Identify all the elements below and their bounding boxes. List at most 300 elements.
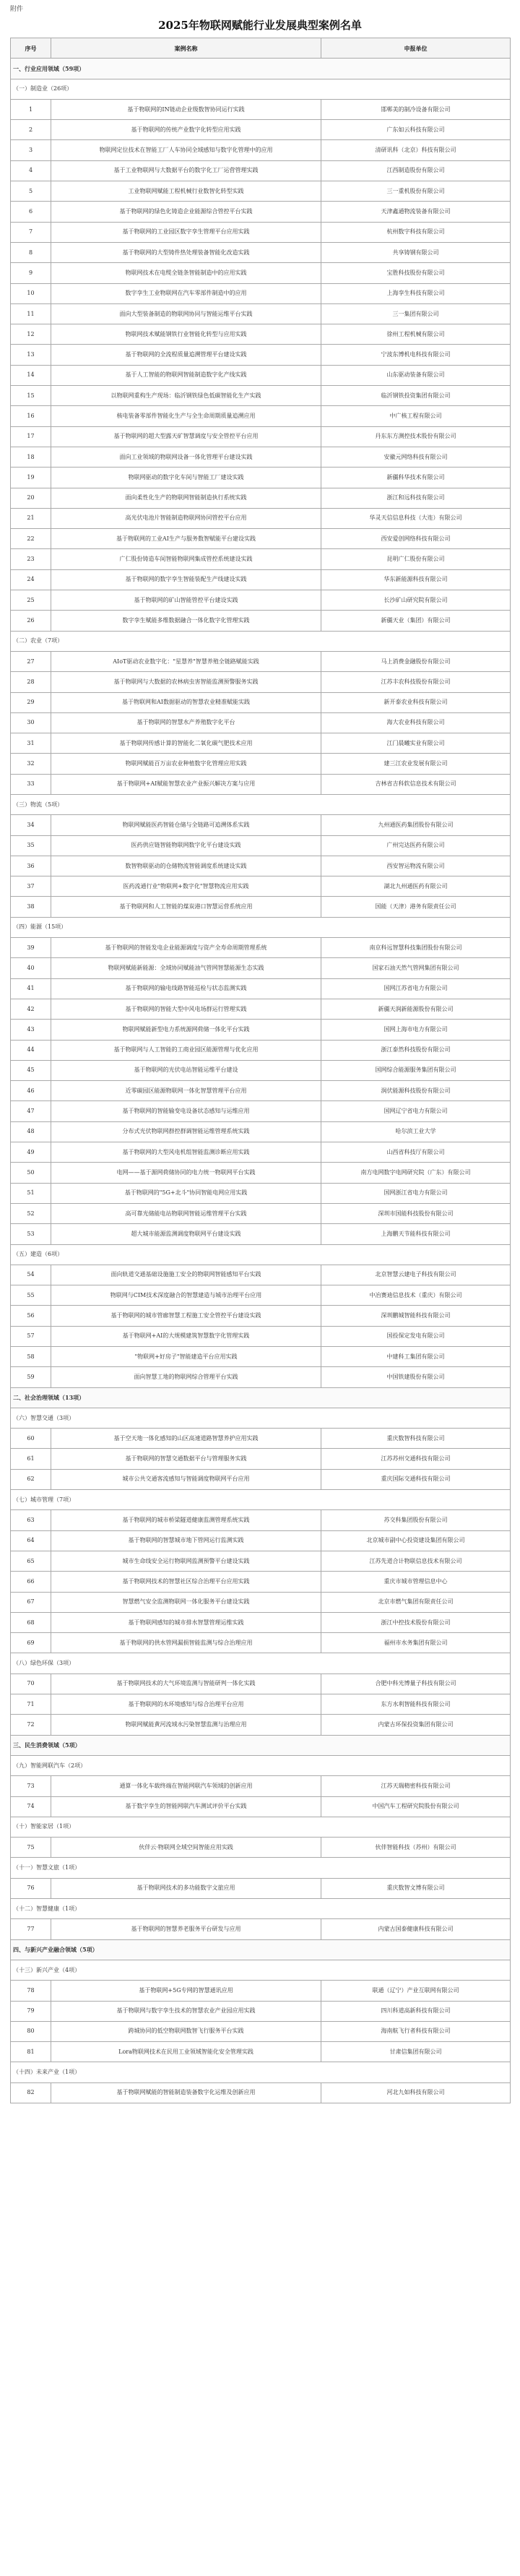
table-row — [11, 1715, 511, 1735]
table-row — [11, 1469, 511, 1489]
case-name-cell: 基于物联网的智能发电企业能源调度与资产全寿命周期管理系统 — [51, 938, 321, 958]
applicant-cell: 华灵天信信息科技（大连）有限公司 — [321, 508, 511, 528]
case-name-cell: 基于物联网技术的多功能数字文旅应用 — [51, 1878, 321, 1898]
applicant-cell: 润伏能源科技股份有限公司 — [321, 1081, 511, 1101]
case-name-cell: "物联网+好房子"智能建造平台应用实践 — [51, 1347, 321, 1367]
serial-cell: 51 — [11, 1183, 51, 1203]
serial-cell: 76 — [11, 1878, 51, 1898]
case-name-cell: 数字孪生赋能多维数据融合一体化数字化管理实践 — [51, 611, 321, 631]
applicant-cell: 合肥中科光博量子科技有限公司 — [321, 1673, 511, 1694]
serial-cell: 54 — [11, 1265, 51, 1285]
applicant-cell: 国网辽宁省电力有限公司 — [321, 1101, 511, 1121]
serial-cell: 69 — [11, 1633, 51, 1653]
case-name-cell: 物联网定位技术在智能工厂人车协同全域感知与数字化管理中的应用 — [51, 140, 321, 160]
applicant-cell: 山东驱动装备有限公司 — [321, 365, 511, 385]
table-row — [11, 1081, 511, 1101]
category-row — [11, 1735, 511, 1755]
case-name-cell: 基于人工智能的物联网智能制造数字化产线实践 — [51, 365, 321, 385]
table-row — [11, 386, 511, 406]
category-label: 一、行业应用领域（59项） — [11, 59, 511, 79]
table-row — [11, 999, 511, 1019]
serial-cell: 73 — [11, 1776, 51, 1796]
serial-cell: 30 — [11, 712, 51, 733]
case-name-cell: Lora物联网技术在民用工业领域智能化安全管理实践 — [51, 2042, 321, 2062]
serial-cell: 72 — [11, 1715, 51, 1735]
serial-cell: 5 — [11, 181, 51, 202]
table-row — [11, 590, 511, 611]
serial-cell: 25 — [11, 590, 51, 611]
case-list-table — [10, 38, 511, 2103]
applicant-cell: 东方水利智能科技有限公司 — [321, 1694, 511, 1715]
applicant-cell: 三一集团有限公司 — [321, 303, 511, 324]
subcategory-row — [11, 794, 511, 814]
case-name-cell: 伙伴云·物联网全域空间智能应用实践 — [51, 1838, 321, 1858]
case-name-cell: 基于物联网的传统产业数字化转型应用实践 — [51, 120, 321, 140]
table-row — [11, 2001, 511, 2021]
table-row — [11, 978, 511, 999]
serial-cell: 27 — [11, 651, 51, 671]
serial-cell: 48 — [11, 1121, 51, 1142]
table-row — [11, 569, 511, 590]
case-name-cell: 物联网赋能百万亩农业种植数字化管理应用实践 — [51, 754, 321, 774]
case-name-cell: 基于物联网的绿色化铸造企业能源综合管控平台实践 — [51, 202, 321, 222]
case-name-cell: 物联网赋能黄河流域水污染智慧监测与治理应用 — [51, 1715, 321, 1735]
case-name-cell: AIoT驱动农业数字化："星慧养"智慧养殖全链路赋能实践 — [51, 651, 321, 671]
serial-cell: 28 — [11, 672, 51, 692]
subcategory-label: （五）建造（6项） — [11, 1244, 511, 1265]
serial-cell: 78 — [11, 1981, 51, 2001]
table-row — [11, 958, 511, 978]
table-row — [11, 1694, 511, 1715]
table-row — [11, 1060, 511, 1080]
subcategory-label: （十三）新兴产业（4项） — [11, 1960, 511, 1980]
table-row — [11, 2042, 511, 2062]
serial-cell: 70 — [11, 1673, 51, 1694]
applicant-cell: 四川科道高新科技有限公司 — [321, 2001, 511, 2021]
serial-cell: 65 — [11, 1551, 51, 1571]
subcategory-label: （一）制造业（26项） — [11, 79, 511, 99]
serial-cell: 71 — [11, 1694, 51, 1715]
applicant-cell: 临沂钢铁投资集团有限公司 — [321, 386, 511, 406]
applicant-cell: 重庆数智科技有限公司 — [321, 1429, 511, 1449]
applicant-cell: 内蒙古环保投资集团有限公司 — [321, 1715, 511, 1735]
table-row — [11, 1551, 511, 1571]
applicant-cell: 建三江农业发展有限公司 — [321, 754, 511, 774]
applicant-cell: 伙伴智能科技（苏州）有限公司 — [321, 1838, 511, 1858]
table-row — [11, 672, 511, 692]
serial-cell: 19 — [11, 468, 51, 488]
table-row — [11, 1673, 511, 1694]
applicant-cell: 国网上海市电力有限公司 — [321, 1020, 511, 1040]
table-row — [11, 1306, 511, 1326]
applicant-cell: 西安爱创网络科技有限公司 — [321, 529, 511, 549]
subcategory-row — [11, 1408, 511, 1428]
case-name-cell: 基于物联网+5G专网的智慧通讯应用 — [51, 1981, 321, 2001]
table-row — [11, 1612, 511, 1632]
serial-cell: 17 — [11, 426, 51, 447]
header-case-name: 案例名称 — [51, 38, 321, 59]
applicant-cell: 新疆天业（集团）有限公司 — [321, 611, 511, 631]
table-row — [11, 324, 511, 345]
subcategory-label: （六）智慧交通（3项） — [11, 1408, 511, 1428]
case-name-cell: 基于物联网的智能大型中风电场群运行管理实践 — [51, 999, 321, 1019]
table-row — [11, 897, 511, 917]
serial-cell: 47 — [11, 1101, 51, 1121]
serial-cell: 34 — [11, 815, 51, 835]
applicant-cell: 国网综合能源服务集团有限公司 — [321, 1060, 511, 1080]
applicant-cell: 天津鑫通物流装备有限公司 — [321, 202, 511, 222]
table-row — [11, 2021, 511, 2041]
case-name-cell: 基于物联网的智慧交通数据平台与管理服务实践 — [51, 1449, 321, 1469]
table-row — [11, 1592, 511, 1612]
applicant-cell: 国网江苏省电力有限公司 — [321, 978, 511, 999]
serial-cell: 20 — [11, 488, 51, 508]
case-name-cell: 城市生命线安全运行物联网监测预警平台建设实践 — [51, 1551, 321, 1571]
table-row — [11, 1142, 511, 1163]
applicant-cell: 九州通医药集团股份有限公司 — [321, 815, 511, 835]
applicant-cell: 江门晨曦实业有限公司 — [321, 733, 511, 754]
serial-cell: 46 — [11, 1081, 51, 1101]
applicant-cell: 宁波东博机电科技有限公司 — [321, 345, 511, 365]
serial-cell: 82 — [11, 2082, 51, 2103]
table-row — [11, 774, 511, 794]
applicant-cell: 重庆数智文博有限公司 — [321, 1878, 511, 1898]
category-label: 二、社会治理领域（13项） — [11, 1387, 511, 1408]
serial-cell: 4 — [11, 160, 51, 181]
serial-cell: 44 — [11, 1040, 51, 1060]
case-name-cell: 基于物联网的光伏电站智能运维平台建设 — [51, 1060, 321, 1080]
applicant-cell: 国能（天津）港务有限责任公司 — [321, 897, 511, 917]
serial-cell: 77 — [11, 1919, 51, 1939]
case-name-cell: 以物联网重构生产现场：临沂钢铁绿色低碳智能化生产实践 — [51, 386, 321, 406]
applicant-cell: 哈尔滨工业大学 — [321, 1121, 511, 1142]
case-name-cell: 物联网赋能医药智能仓储与全链路可追溯体系实践 — [51, 815, 321, 835]
case-name-cell: 基于物联网+AI的大规模建筑智慧数字化管理实践 — [51, 1326, 321, 1346]
table-row — [11, 1367, 511, 1387]
applicant-cell: 国投保定发电有限公司 — [321, 1326, 511, 1346]
serial-cell: 32 — [11, 754, 51, 774]
serial-cell: 81 — [11, 2042, 51, 2062]
applicant-cell: 中国铁建股份有限公司 — [321, 1367, 511, 1387]
case-name-cell: 工业物联网赋能工程机械行业数智化转型实践 — [51, 181, 321, 202]
case-name-cell: 电网——基于源网荷储协同的电力统一物联网平台实践 — [51, 1163, 321, 1183]
subcategory-row — [11, 1490, 511, 1510]
serial-cell: 75 — [11, 1838, 51, 1858]
case-name-cell: 面向大型装备制造的物联网协同与智能运维平台实践 — [51, 303, 321, 324]
subcategory-row — [11, 1755, 511, 1775]
applicant-cell: 中广核工程有限公司 — [321, 406, 511, 426]
applicant-cell: 河北九如科技有限公司 — [321, 2082, 511, 2103]
applicant-cell: 新疆科华技术有限公司 — [321, 468, 511, 488]
subcategory-row — [11, 1817, 511, 1837]
applicant-cell: 上海鹏天节能科技有限公司 — [321, 1224, 511, 1244]
table-row — [11, 611, 511, 631]
serial-cell: 21 — [11, 508, 51, 528]
applicant-cell: 邯郸美的制冷设备有限公司 — [321, 99, 511, 119]
subcategory-row — [11, 917, 511, 937]
serial-cell: 57 — [11, 1326, 51, 1346]
table-row — [11, 222, 511, 242]
case-name-cell: 医药流通行业"物联网+数字化"智慧物流应用实践 — [51, 876, 321, 897]
serial-cell: 1 — [11, 99, 51, 119]
applicant-cell: 北京城市副中心投资建设集团有限公司 — [321, 1530, 511, 1551]
table-row — [11, 1326, 511, 1346]
table-row — [11, 1121, 511, 1142]
case-name-cell: 智慧燃气安全监测物联网一体化服务平台建设实践 — [51, 1592, 321, 1612]
category-label: 三、民生消费领域（5项） — [11, 1735, 511, 1755]
table-row — [11, 263, 511, 283]
subcategory-label: （十一）智慧文旅（1项） — [11, 1858, 511, 1878]
serial-cell: 41 — [11, 978, 51, 999]
subcategory-label: （十四）未来产业（1项） — [11, 2062, 511, 2082]
table-row — [11, 242, 511, 262]
applicant-cell: 国网浙江省电力有限公司 — [321, 1183, 511, 1203]
case-name-cell: 物联网技术赋能钢铁行业智能化转型与应用实践 — [51, 324, 321, 345]
case-name-cell: 通算一体化车载终端在智能网联汽车领域的创新应用 — [51, 1776, 321, 1796]
table-row — [11, 712, 511, 733]
table-row — [11, 1838, 511, 1858]
table-row — [11, 529, 511, 549]
applicant-cell: 昆明广仁股份有限公司 — [321, 549, 511, 569]
applicant-cell: 中国汽车工程研究院股份有限公司 — [321, 1796, 511, 1817]
case-name-cell: 物联网赋能新型电力系统源网荷储一体化平台实践 — [51, 1020, 321, 1040]
document-title: 2025年物联网赋能行业发展典型案例名单 — [158, 19, 362, 32]
serial-cell: 33 — [11, 774, 51, 794]
subcategory-row — [11, 1960, 511, 1980]
serial-cell: 52 — [11, 1203, 51, 1223]
applicant-cell: 福州市水务集团有限公司 — [321, 1633, 511, 1653]
applicant-cell: 北京市燃气集团有限责任公司 — [321, 1592, 511, 1612]
case-name-cell: 基于空天地一体化感知的山区高速道路智慧养护应用实践 — [51, 1429, 321, 1449]
table-row — [11, 426, 511, 447]
table-header-row — [11, 38, 511, 59]
applicant-cell: 国家石油天然气管网集团有限公司 — [321, 958, 511, 978]
applicant-cell: 中冶赛迪信息技术（重庆）有限公司 — [321, 1285, 511, 1306]
serial-cell: 23 — [11, 549, 51, 569]
table-row — [11, 2082, 511, 2103]
case-name-cell: 基于物联网和人工智能的煤炭港口智慧运营系统应用 — [51, 897, 321, 917]
serial-cell: 39 — [11, 938, 51, 958]
serial-cell: 8 — [11, 242, 51, 262]
table-row — [11, 508, 511, 528]
applicant-cell: 安徽元网络科技有限公司 — [321, 447, 511, 467]
applicant-cell: 海大农业科技有限公司 — [321, 712, 511, 733]
case-name-cell: 基于物联网与人工智能的工商业园区能源管理与优化应用 — [51, 1040, 321, 1060]
table-row — [11, 1040, 511, 1060]
table-row — [11, 120, 511, 140]
case-name-cell: 基于物联网的水环境感知与综合治理平台应用 — [51, 1694, 321, 1715]
applicant-cell: 吉林省吉科软信息技术有限公司 — [321, 774, 511, 794]
applicant-cell: 海南航飞行者科技有限公司 — [321, 2021, 511, 2041]
applicant-cell: 重庆国际交通科技有限公司 — [321, 1469, 511, 1489]
serial-cell: 6 — [11, 202, 51, 222]
applicant-cell: 共享铸钢有限公司 — [321, 242, 511, 262]
subcategory-label: （十）智能家居（1项） — [11, 1817, 511, 1837]
serial-cell: 68 — [11, 1612, 51, 1632]
table-row — [11, 181, 511, 202]
applicant-cell: 江苏丰农科技股份有限公司 — [321, 672, 511, 692]
subcategory-label: （十二）智慧健康（1项） — [11, 1899, 511, 1919]
table-row — [11, 1101, 511, 1121]
applicant-cell: 西安智运物流有限公司 — [321, 856, 511, 876]
category-row — [11, 1939, 511, 1960]
subcategory-row — [11, 1858, 511, 1878]
applicant-cell: 南方电网数字电网研究院（广东）有限公司 — [321, 1163, 511, 1183]
serial-cell: 37 — [11, 876, 51, 897]
table-row — [11, 1183, 511, 1203]
case-name-cell: 物联网与CIM技术深度融合的智慧建造与城市治理平台应用 — [51, 1285, 321, 1306]
serial-cell: 10 — [11, 283, 51, 303]
serial-cell: 50 — [11, 1163, 51, 1183]
applicant-cell: 江苏天瑞精密科技有限公司 — [321, 1776, 511, 1796]
case-name-cell: 基于物联网技术的大气环境监测与智能研判一体化实践 — [51, 1673, 321, 1694]
serial-cell: 13 — [11, 345, 51, 365]
serial-cell: 35 — [11, 835, 51, 856]
applicant-cell: 浙江泰然科技股份有限公司 — [321, 1040, 511, 1060]
case-name-cell: 基于物联网+AI赋能智慧农业产业振兴解决方案与应用 — [51, 774, 321, 794]
case-name-cell: 基于物联网的矿山智能管控平台建设实践 — [51, 590, 321, 611]
table-row — [11, 733, 511, 754]
applicant-cell: 甘肃信集团有限公司 — [321, 2042, 511, 2062]
applicant-cell: 深圳鹏城智能科技有限公司 — [321, 1306, 511, 1326]
serial-cell: 42 — [11, 999, 51, 1019]
table-row — [11, 1163, 511, 1183]
serial-cell: 79 — [11, 2001, 51, 2021]
case-name-cell: 跨城协同的低空物联网数智飞行服务平台实践 — [51, 2021, 321, 2041]
serial-cell: 36 — [11, 856, 51, 876]
applicant-cell: 浙江和远科技有限公司 — [321, 488, 511, 508]
table-row — [11, 876, 511, 897]
case-name-cell: 基于物联网的工业园区数字孪生管理平台应用实践 — [51, 222, 321, 242]
serial-cell: 7 — [11, 222, 51, 242]
applicant-cell: 新疆天润新能源股份有限公司 — [321, 999, 511, 1019]
case-name-cell: 面向智慧工地的物联网综合管理平台实践 — [51, 1367, 321, 1387]
serial-cell: 16 — [11, 406, 51, 426]
serial-cell: 56 — [11, 1306, 51, 1326]
table-row — [11, 1285, 511, 1306]
applicant-cell: 清研讯科（北京）科技有限公司 — [321, 140, 511, 160]
serial-cell: 58 — [11, 1347, 51, 1367]
serial-cell: 14 — [11, 365, 51, 385]
applicant-cell: 联通（辽宁）产业互联网有限公司 — [321, 1981, 511, 2001]
table-row — [11, 1510, 511, 1530]
applicant-cell: 马上消费金融股份有限公司 — [321, 651, 511, 671]
table-row — [11, 1878, 511, 1898]
table-row — [11, 1633, 511, 1653]
header-applicant: 申报单位 — [321, 38, 511, 59]
applicant-cell: 华东新能源科技有限公司 — [321, 569, 511, 590]
applicant-cell: 山西省科技厅有限公司 — [321, 1142, 511, 1163]
subcategory-label: （八）绿色环保（3项） — [11, 1653, 511, 1673]
case-name-cell: 基于物联网与数字孪生技术的智慧农业产业园应用实践 — [51, 2001, 321, 2021]
serial-cell: 24 — [11, 569, 51, 590]
applicant-cell: 上海孪生科技有限公司 — [321, 283, 511, 303]
case-name-cell: 超大城市能源监测调度物联网平台建设实践 — [51, 1224, 321, 1244]
serial-cell: 61 — [11, 1449, 51, 1469]
applicant-cell: 杭州数字科技有限公司 — [321, 222, 511, 242]
case-name-cell: 面向工业领域的物联网设备一体化管理平台建设实践 — [51, 447, 321, 467]
case-name-cell: 物联网赋能新能源：全域协同赋能油气管网智慧能源生态实践 — [51, 958, 321, 978]
serial-cell: 66 — [11, 1572, 51, 1592]
table-row — [11, 99, 511, 119]
subcategory-row — [11, 1653, 511, 1673]
table-row — [11, 365, 511, 385]
case-name-cell: 基于物联网与大数据的农林病虫害智能监测预警服务实践 — [51, 672, 321, 692]
table-row — [11, 1449, 511, 1469]
attachment-label: 附件 — [10, 6, 24, 13]
table-row — [11, 1981, 511, 2001]
header-serial: 序号 — [11, 38, 51, 59]
table-row — [11, 1224, 511, 1244]
serial-cell: 29 — [11, 692, 51, 712]
case-name-cell: 基于物联网的数字孪生智能装配生产线建设实践 — [51, 569, 321, 590]
subcategory-row — [11, 631, 511, 651]
case-name-cell: 基于物联网的智能输变电设备状态感知与运维应用 — [51, 1101, 321, 1121]
subcategory-label: （四）能源（15项） — [11, 917, 511, 937]
case-name-cell: 分布式光伏物联网群控群调智能运维管理系统实践 — [51, 1121, 321, 1142]
applicant-cell: 湖北九州通医药有限公司 — [321, 876, 511, 897]
table-row — [11, 468, 511, 488]
applicant-cell: 内蒙古国泰健康科技有限公司 — [321, 1919, 511, 1939]
applicant-cell: 深圳市国能科技股份有限公司 — [321, 1203, 511, 1223]
case-name-cell: 面向轨道交通基础设施施工安全的物联网智能感知平台实践 — [51, 1265, 321, 1285]
table-row — [11, 202, 511, 222]
case-name-cell: 基于物联网和AI数据驱动的智慧农业精准赋能实践 — [51, 692, 321, 712]
applicant-cell: 徐州工程机械有限公司 — [321, 324, 511, 345]
case-name-cell: 物联网驱动的数字化车间与智能工厂建设实践 — [51, 468, 321, 488]
serial-cell: 62 — [11, 1469, 51, 1489]
case-name-cell: 基于物联网的大型风电机组智能监测诊断应用实践 — [51, 1142, 321, 1163]
subcategory-row — [11, 79, 511, 99]
case-name-cell: 面向柔性化生产的物联网智能制造执行系统实践 — [51, 488, 321, 508]
serial-cell: 15 — [11, 386, 51, 406]
table-row — [11, 938, 511, 958]
subcategory-row — [11, 1899, 511, 1919]
serial-cell: 3 — [11, 140, 51, 160]
serial-cell: 22 — [11, 529, 51, 549]
serial-cell: 26 — [11, 611, 51, 631]
case-name-cell: 物联网技术在电缆全链条智能制造中的应用实践 — [51, 263, 321, 283]
applicant-cell: 重庆市城市管理信息中心 — [321, 1572, 511, 1592]
case-name-cell: 基于物联网的工业AI生产与服务数智赋能平台建设实践 — [51, 529, 321, 549]
applicant-cell: 宝胜科技股份有限公司 — [321, 263, 511, 283]
serial-cell: 2 — [11, 120, 51, 140]
table-row — [11, 1429, 511, 1449]
serial-cell: 38 — [11, 897, 51, 917]
case-name-cell: 基于物联网感知的城市排水智慧管理运维实践 — [51, 1612, 321, 1632]
table-row — [11, 815, 511, 835]
case-name-cell: 高可靠光储能电站物联网智能运维管理平台实践 — [51, 1203, 321, 1223]
serial-cell: 9 — [11, 263, 51, 283]
serial-cell: 53 — [11, 1224, 51, 1244]
case-name-cell: 基于物联网的输电线路智能巡检与状态监测实践 — [51, 978, 321, 999]
applicant-cell: 北京智慧云建电子科技有限公司 — [321, 1265, 511, 1285]
case-name-cell: 数智物联驱动的仓储物流智能调度系统建设实践 — [51, 856, 321, 876]
subcategory-label: （三）物流（5项） — [11, 794, 511, 814]
case-name-cell: 基于物联网的大型铸件热处理装备智能化改造实践 — [51, 242, 321, 262]
case-name-cell: 基于物联网的智慧水产养殖数字化平台 — [51, 712, 321, 733]
case-name-cell: 核电装备零部件智能化生产与全生命周期质量追溯应用 — [51, 406, 321, 426]
table-row — [11, 345, 511, 365]
case-name-cell: 基于物联网的供水管网漏损智能监测与综合治理应用 — [51, 1633, 321, 1653]
serial-cell: 40 — [11, 958, 51, 978]
case-name-cell: 高光伏电池片智能制造物联网协同管控平台应用 — [51, 508, 321, 528]
applicant-cell: 中建科工集团有限公司 — [321, 1347, 511, 1367]
case-name-cell: 基于物联网的智慧养老服务平台研发与应用 — [51, 1919, 321, 1939]
serial-cell: 11 — [11, 303, 51, 324]
applicant-cell: 广州完达医药有限公司 — [321, 835, 511, 856]
serial-cell: 55 — [11, 1285, 51, 1306]
